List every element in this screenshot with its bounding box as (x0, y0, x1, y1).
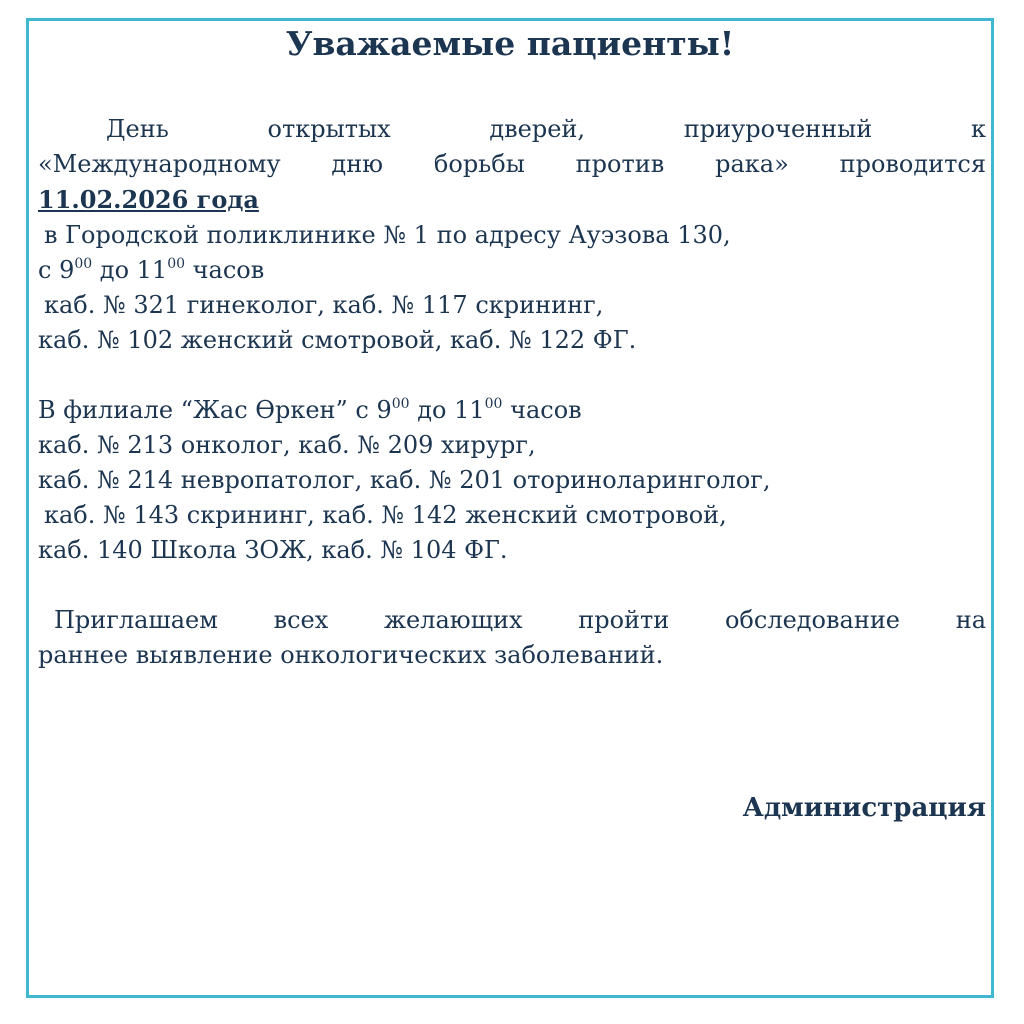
branch-hours-suffix: часов (502, 396, 582, 424)
branch-hours-prefix: В филиале “Жас Өркен” с 9 (38, 396, 392, 424)
event-date-line (38, 182, 986, 218)
hours-suffix: часов (185, 256, 265, 284)
page-title: Уважаемые пациенты! (285, 24, 735, 63)
signature: Администрация (742, 793, 986, 823)
hours-mid: до 11 (92, 256, 168, 284)
paragraph-gap (38, 568, 986, 603)
invitation-line-1: Приглашаем всех желающих пройти обследование на (54, 606, 986, 634)
address-line: в Городской поликлинике № 1 по адресу Ауэзова 130, (44, 221, 731, 249)
branch-hours-start-minutes: 00 (391, 396, 410, 412)
branch-hours (38, 393, 986, 428)
paragraph-gap (38, 358, 986, 393)
hours-prefix: с 9 (38, 256, 75, 284)
hours-start-minutes: 00 (74, 256, 93, 272)
branch-cabinet-line-4: каб. 140 Школа ЗОЖ, каб. № 104 ФГ. (38, 536, 508, 564)
branch-cabinet-line-2: каб. № 214 невропатолог, каб. № 201 оториноларинголог, (38, 466, 771, 494)
paragraph-1-line-1: День открытых дверей, приуроченный к (106, 115, 986, 143)
branch-hours-mid: до 11 (409, 396, 485, 424)
branch-cabinet-line-3: каб. № 143 скрининг, каб. № 142 женский смотровой, (44, 501, 727, 529)
cabinet-list-line-2: каб. № 102 женский смотровой, каб. № 122 ФГ. (38, 326, 637, 354)
branch-hours-end-minutes: 00 (484, 396, 503, 412)
event-date: 11.02.2026 года (38, 185, 259, 214)
branch-cabinet-line-1: каб. № 213 онколог, каб. № 209 хирург, (38, 431, 536, 459)
announcement-body (38, 112, 986, 673)
paragraph-1-line-2: «Международному дню борьбы против рака» проводится (38, 150, 986, 178)
invitation-line-2: раннее выявление онкологических заболеваний. (38, 641, 664, 669)
cabinet-list-line-1: каб. № 321 гинеколог, каб. № 117 скрининг, (44, 291, 604, 319)
main-clinic-hours (38, 253, 986, 288)
hours-end-minutes: 00 (167, 256, 186, 272)
